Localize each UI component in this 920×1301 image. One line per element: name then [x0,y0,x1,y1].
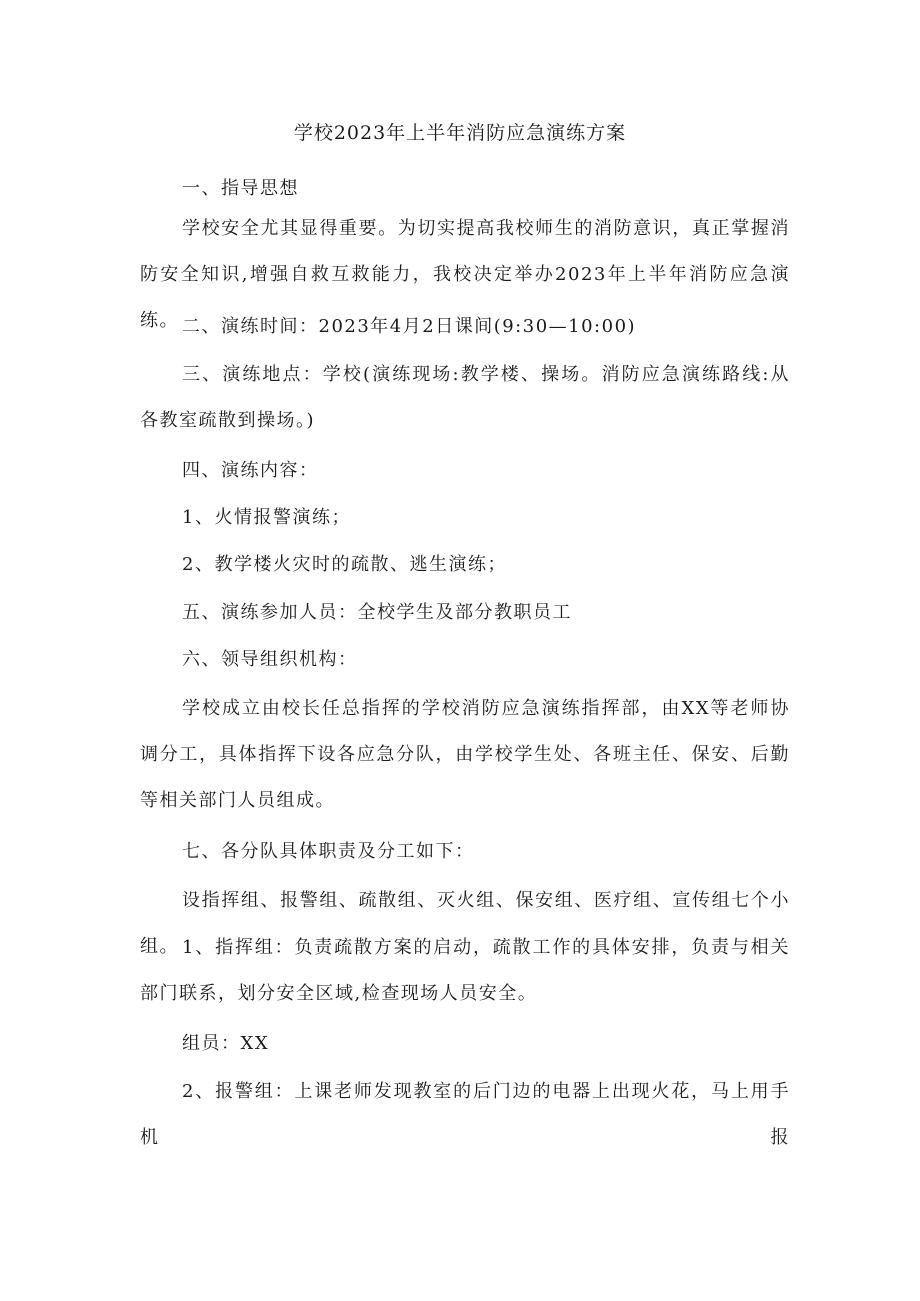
section-heading-drill-content: 四、演练内容： [182,460,319,481]
list-item-alarm-group: 2、报警组：上课老师发现教室的后门边的电器上出现火花，马上用手机报 [140,1081,790,1148]
document-title: 学校2023年上半年消防应急演练方案 [293,122,627,144]
section-heading-team-duties: 七、各分队具体职责及分工如下： [182,841,475,862]
paragraph-seven-groups: 设指挥组、报警组、疏散组、灭火组、保安组、医疗组、宣传组七个小组。 [140,890,790,957]
section-heading-drill-location: 三、演练地点：学校(演练现场:教学楼、操场。消防应急演练路线:从各教室疏散到操场。) [140,364,790,431]
section-heading-drill-time: 二、演练时间：2023年4月2日课间(9:30—10:00) [182,316,637,337]
section-heading-participants: 五、演练参加人员：全校学生及部分教职员工 [182,602,572,623]
paragraph-members: 组员：XX [182,1033,270,1054]
section-heading-guiding-ideology: 一、指导思想 [182,178,299,199]
list-item-command-group: 1、指挥组：负责疏散方案的启动，疏散工作的具体安排，负责与相关部门联系，划分安全区域,检查现场人员安全。 [140,937,790,1004]
paragraph-purpose: 学校安全尤其显得重要。为切实提高我校师生的消防意识，真正掌握消防安全知识,增强自救互救能力，我校决定举办2023年上半年消防应急演练。 [140,218,790,331]
section-heading-leadership: 六、领导组织机构： [182,649,358,670]
list-item-fire-alarm: 1、火情报警演练； [182,507,351,528]
list-item-evacuation: 2、教学楼火灾时的疏散、逃生演练； [182,554,507,575]
paragraph-leadership: 学校成立由校长任总指挥的学校消防应急演练指挥部，由XX等老师协调分工，具体指挥下设各应急分队，由学校学生处、各班主任、保安、后勤等相关部门人员组成。 [140,698,790,811]
